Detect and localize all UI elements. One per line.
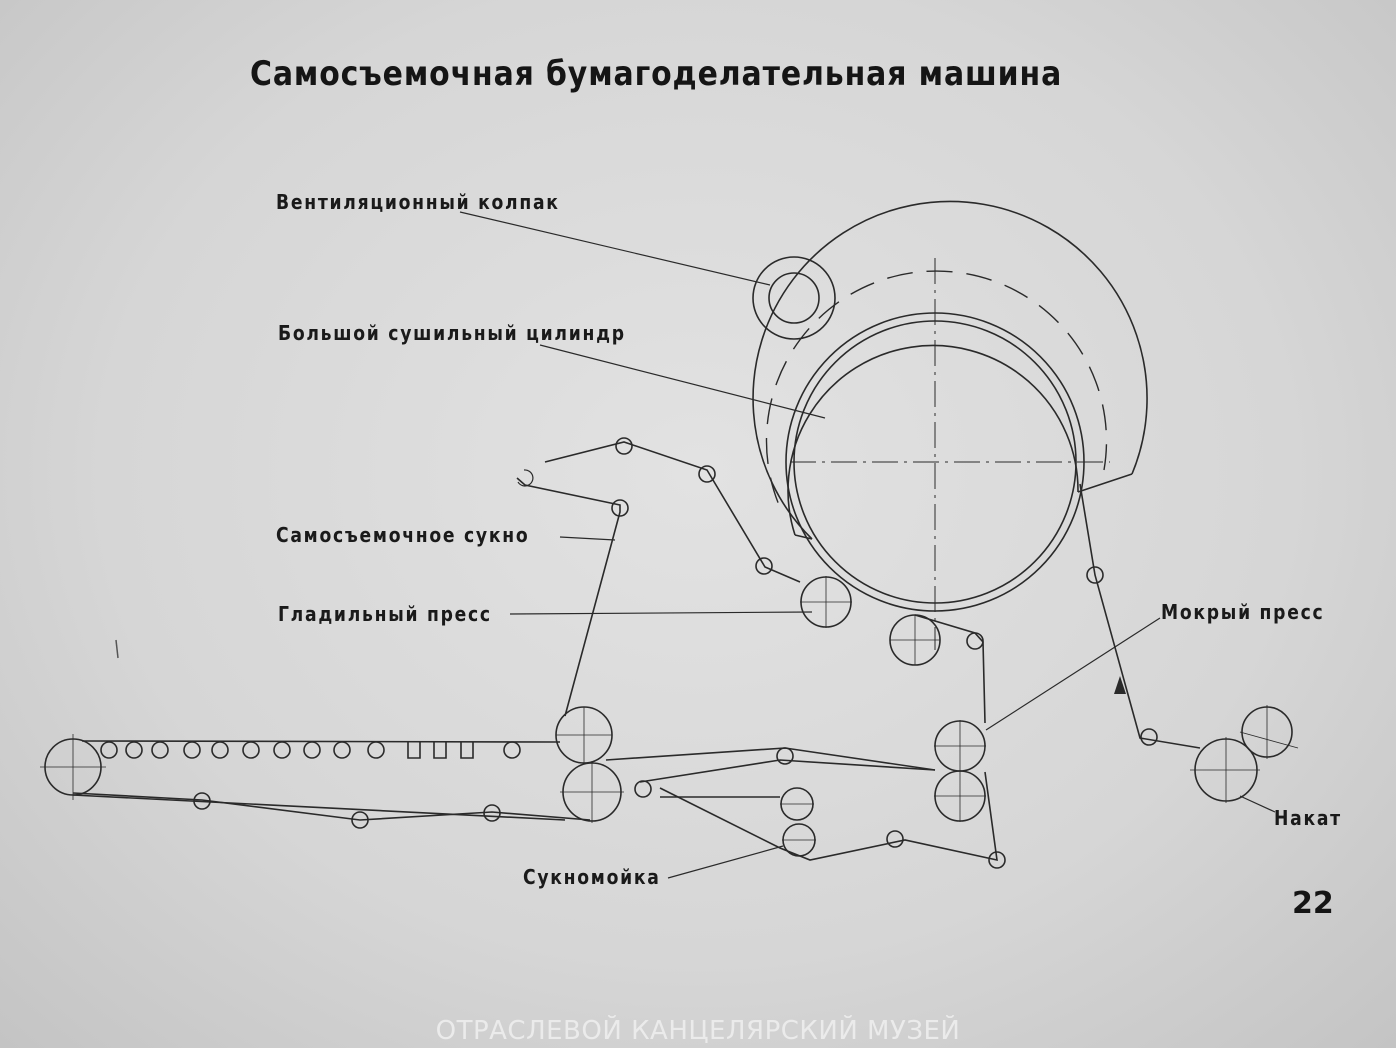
label-wet-press: Мокрый пресс [1161, 600, 1325, 624]
wet-press-rolls [934, 720, 986, 822]
label-reel: Накат [1274, 806, 1342, 830]
reel-rolls [1190, 705, 1298, 803]
couch-rolls [556, 707, 624, 823]
page-number: 22 [1292, 886, 1334, 921]
big-drying-cylinder [786, 258, 1110, 650]
smoothing-press-rolls [800, 576, 985, 723]
museum-watermark: ОТРАСЛЕВОЙ КАНЦЕЛЯРСКИЙ МУЗЕЙ [435, 1016, 961, 1046]
felt-washer-rolls [660, 788, 816, 856]
label-felt-washer: Сукномойка [523, 865, 661, 889]
ventilation-hood [753, 201, 1147, 539]
page-title: Самосъемочная бумагоделательная машина [250, 54, 1063, 94]
exhaust-duct [753, 257, 835, 339]
label-smoothing-press: Гладильный пресс [278, 602, 492, 626]
leader-lines [460, 212, 1275, 878]
label-pickup-felt: Самосъемочное сукно [276, 523, 530, 547]
pickup-felt [517, 438, 800, 716]
label-ventilation-hood: Вентиляционный колпак [276, 190, 560, 214]
forming-wire [40, 734, 590, 828]
label-big-drying-cylinder: Большой сушильный цилиндр [278, 321, 626, 345]
